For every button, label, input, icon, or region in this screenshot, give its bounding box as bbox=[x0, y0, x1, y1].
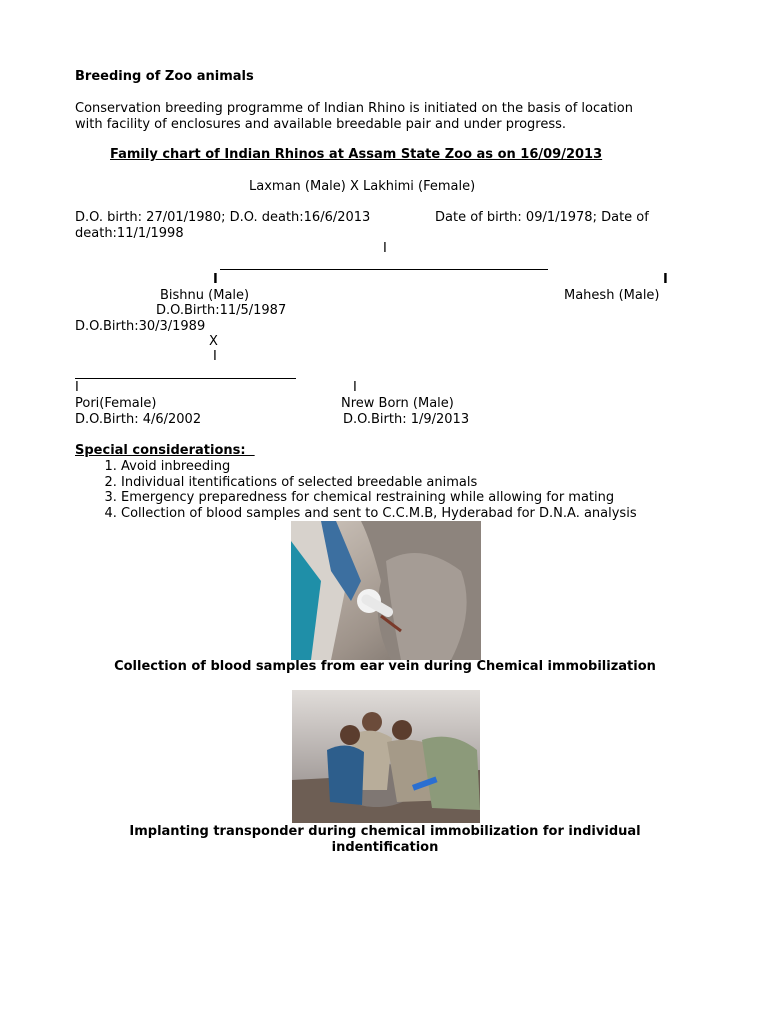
mate-dob: D.O.Birth:30/3/1989 bbox=[75, 319, 206, 334]
offspring-branch-line bbox=[75, 378, 296, 379]
grandchild2-dob: D.O.Birth: 1/9/2013 bbox=[343, 412, 470, 427]
father-dates: D.O. birth: 27/01/1980; D.O. death:16/6/2013 bbox=[75, 210, 371, 225]
list-item: 3. Emergency preparedness for chemical restraining while allowing for mating bbox=[121, 490, 761, 506]
connector-i-offspring: I bbox=[213, 349, 217, 364]
special-considerations-list bbox=[75, 459, 761, 521]
photo2-caption-line-2: indentification bbox=[331, 840, 439, 855]
blood-sample-photo bbox=[291, 521, 481, 660]
grandchild1-dob: D.O.Birth: 4/6/2002 bbox=[75, 412, 202, 427]
connector-i-gc2: I bbox=[353, 380, 357, 395]
family-chart-title: Family chart of Indian Rhinos at Assam State Zoo as on 16/09/2013 bbox=[110, 147, 603, 162]
intro-line-1: Conservation breeding programme of Indian Rhino is initiated on the basis of location bbox=[75, 101, 633, 116]
connector-x: X bbox=[209, 334, 218, 349]
child2-name: Mahesh (Male) bbox=[564, 288, 660, 303]
child1-name: Bishnu (Male) bbox=[160, 288, 250, 303]
transponder-photo bbox=[292, 690, 480, 823]
list-item: 2. Individual itentifications of selected breedable animals bbox=[121, 475, 761, 491]
list-item: 4. Collection of blood samples and sent to C.C.M.B, Hyderabad for D.N.A. analysis bbox=[121, 506, 761, 522]
photo2-caption-line-1: Implanting transponder during chemical immobilization for individual bbox=[129, 824, 641, 839]
connector-i-right: I bbox=[663, 272, 668, 287]
parents-line: Laxman (Male) X Lakhimi (Female) bbox=[249, 179, 476, 194]
page-heading: Breeding of Zoo animals bbox=[75, 69, 254, 84]
intro-line-2: with facility of enclosures and available breedable pair and under progress. bbox=[75, 117, 567, 132]
connector-i-gc1: I bbox=[75, 380, 79, 395]
mother-dates-continued: death:11/1/1998 bbox=[75, 226, 184, 241]
grandchild2-name: Nrew Born (Male) bbox=[341, 396, 454, 411]
list-item: 1. Avoid inbreeding bbox=[121, 459, 761, 475]
child1-dob: D.O.Birth:11/5/1987 bbox=[156, 303, 287, 318]
mother-dates: Date of birth: 09/1/1978; Date of bbox=[435, 210, 649, 225]
connector-i-parents: I bbox=[383, 241, 387, 256]
special-considerations-title: Special considerations: bbox=[75, 443, 255, 458]
photo1-caption: Collection of blood samples from ear vein during Chemical immobilization bbox=[114, 659, 656, 674]
connector-i-left: I bbox=[213, 272, 218, 287]
sibling-branch-line bbox=[220, 269, 548, 270]
grandchild1-name: Pori(Female) bbox=[75, 396, 157, 411]
